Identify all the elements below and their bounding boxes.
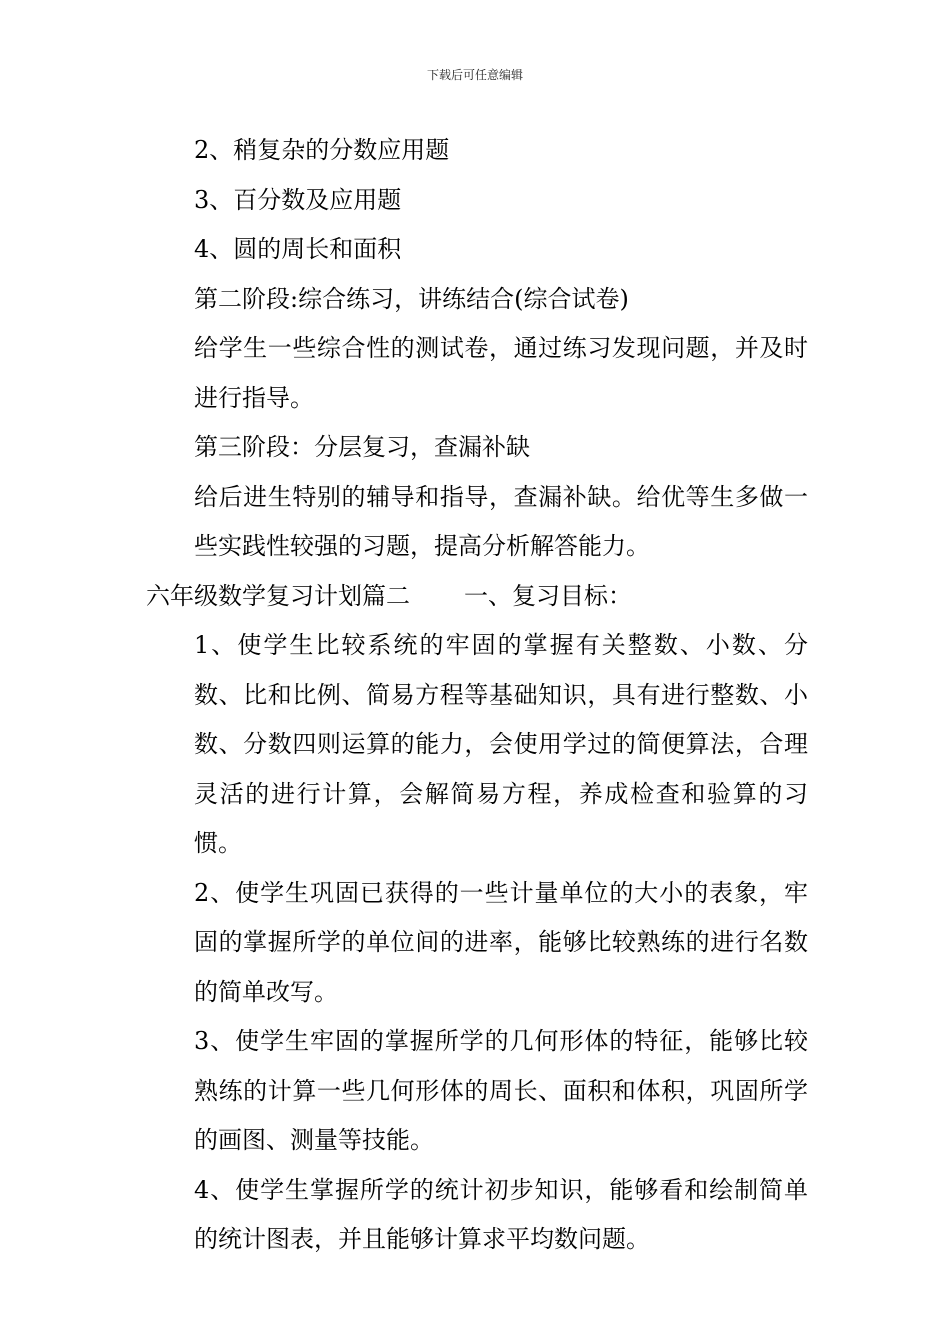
list-item-4: 4、圆的周长和面积 [194, 235, 402, 263]
list-item-2: 2、稍复杂的分数应用题 [194, 136, 450, 164]
goal-1: 1、使学生比较系统的牢固的掌握有关整数、小数、分数、比和比例、简易方程等基础知识，具有进行整数、小数、分数四则运算的能力，会使用学过的简便算法，合理灵活的进行计算，会解简易方程，养成检查和验算的习惯。 [194, 631, 808, 857]
goal-3: 3、使学生牢固的掌握所学的几何形体的特征，能够比较熟练的计算一些几何形体的周长、面积和体积，巩固所学的画图、测量等技能。 [194, 1027, 808, 1154]
plan2-heading-line [146, 572, 808, 622]
stage2-description: 给学生一些综合性的测试卷，通过练习发现问题，并及时进行指导。 [194, 334, 808, 412]
goal-2: 2、使学生巩固已获得的一些计量单位的大小的表象，牢固的掌握所学的单位间的进率，能够比较熟练的进行名数的简单改写。 [194, 878, 808, 1006]
document-body [146, 126, 808, 1265]
plan2-section-title: 一、复习目标： [464, 581, 632, 610]
header-note: 下载后可任意编辑 [426, 68, 523, 82]
stage2-title: 第二阶段:综合练习，讲练结合(综合试卷) [194, 284, 629, 313]
stage3-description: 给后进生特别的辅导和指导，查漏补缺。给优等生多做一些实践性较强的习题，提高分析解答能力。 [194, 482, 808, 560]
list-item-3: 3、百分数及应用题 [194, 185, 402, 214]
stage3-title: 第三阶段：分层复习，查漏补缺 [194, 433, 530, 461]
plan2-title: 六年级数学复习计划篇二 [146, 581, 410, 610]
goal-4: 4、使学生掌握所学的统计初步知识，能够看和绘制简单的统计图表，并且能够计算求平均数问题。 [194, 1175, 808, 1253]
